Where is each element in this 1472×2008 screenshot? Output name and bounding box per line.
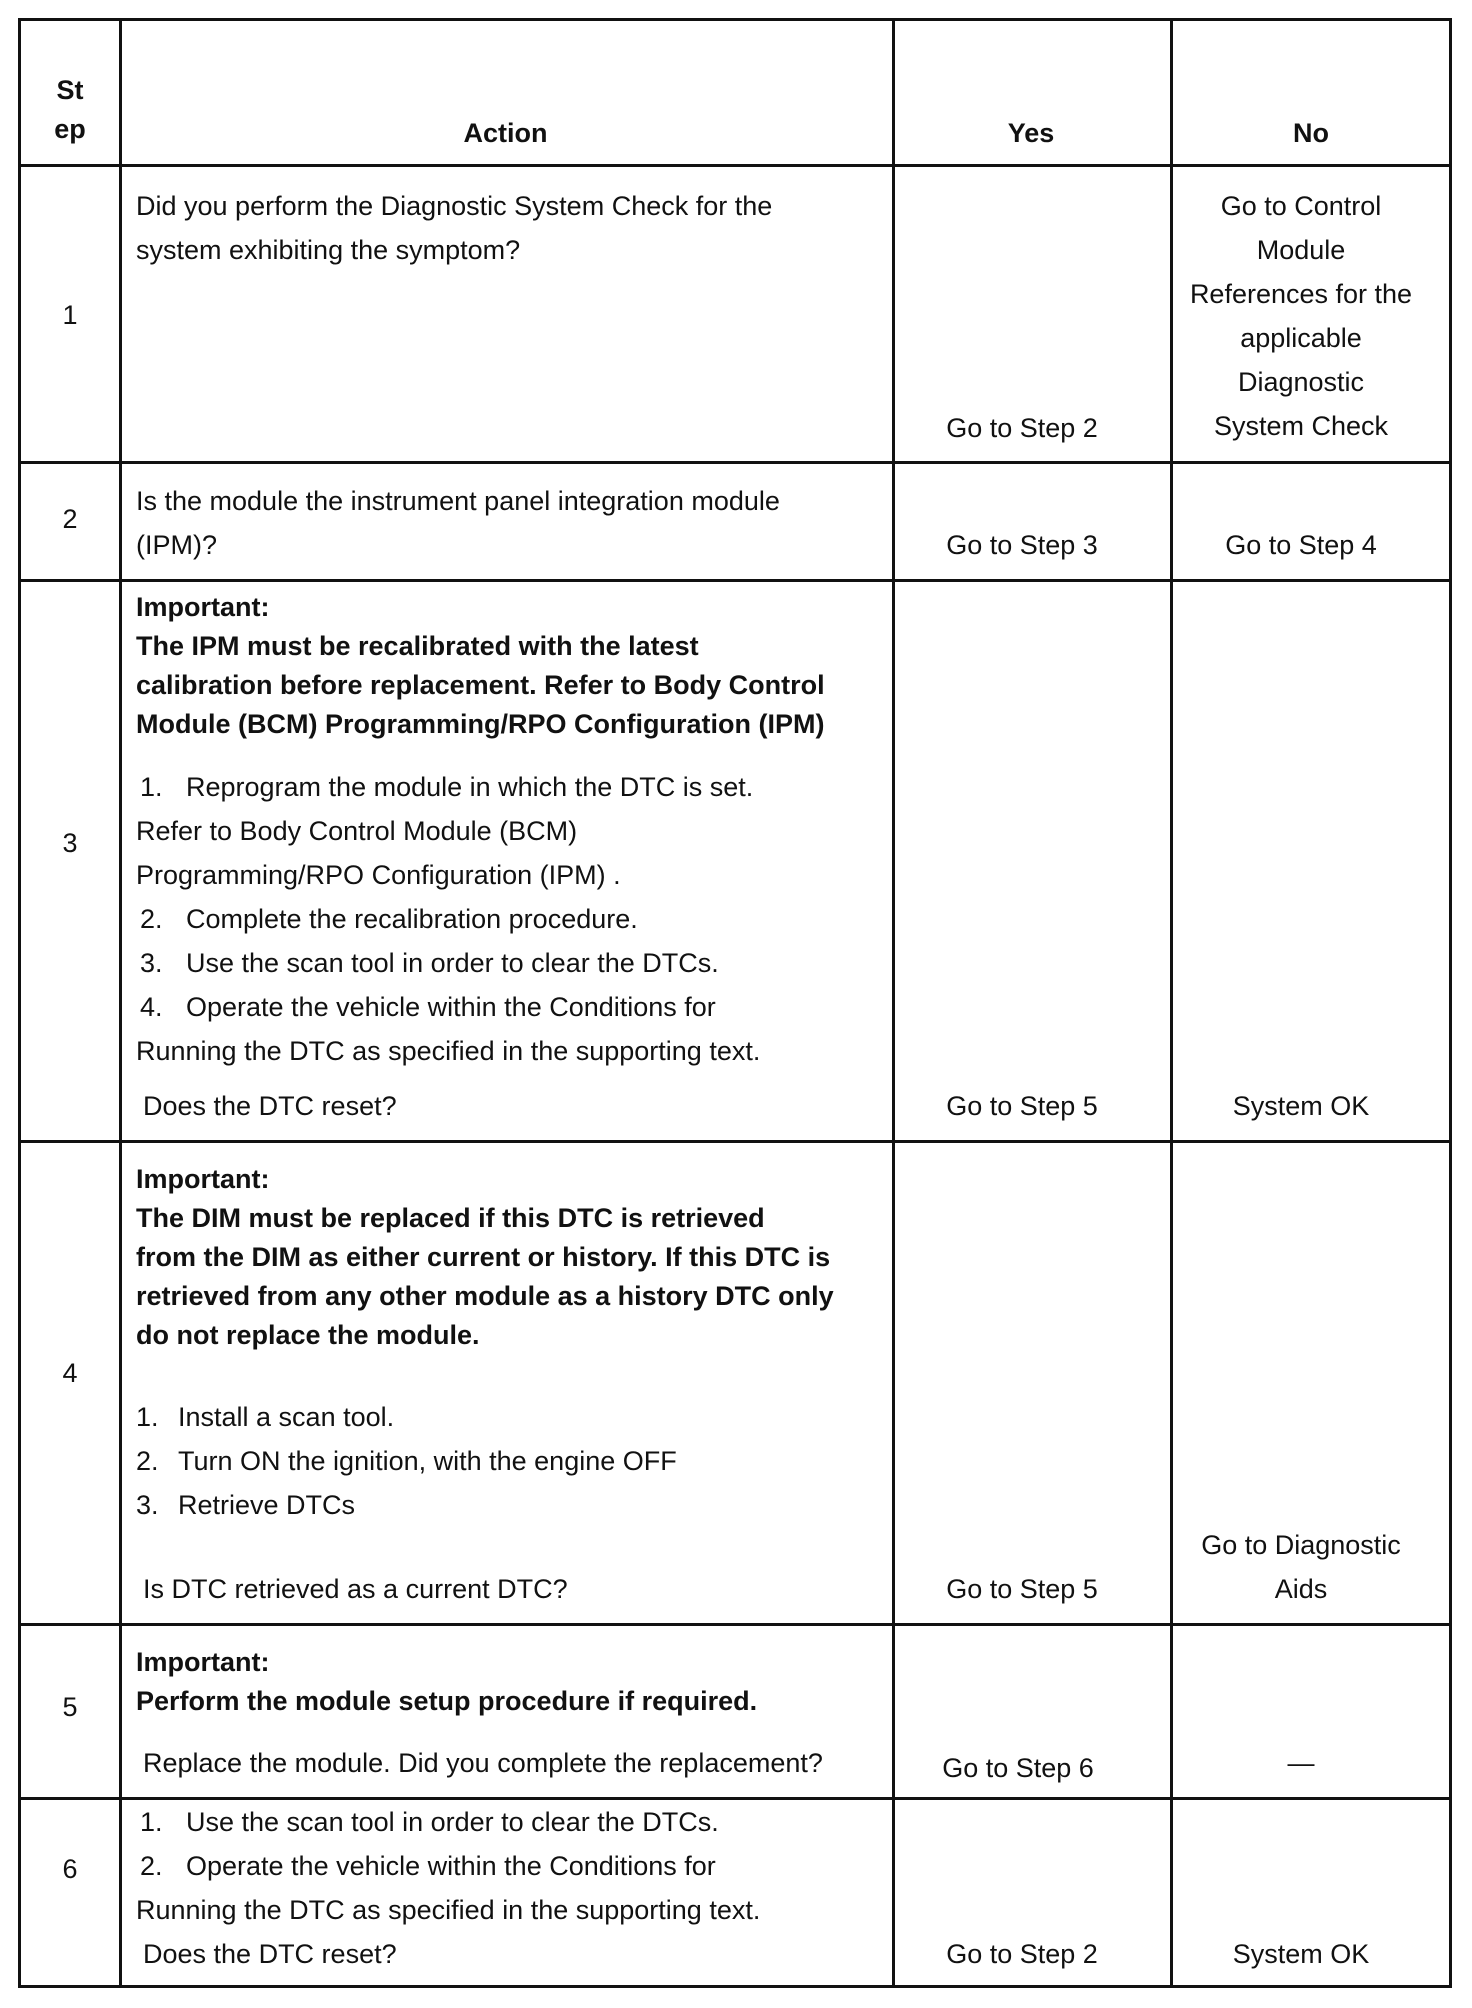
step-number: 3 — [62, 828, 78, 858]
row-divider — [21, 579, 1449, 582]
list-number: 1. — [140, 1807, 163, 1837]
no-line: Go to Control — [1220, 191, 1382, 221]
list-continuation: Running the DTC as specified in the supporting text. — [136, 1036, 761, 1066]
action-line: Is the module the instrument panel integration module — [136, 486, 780, 516]
no-result: — — [1287, 1748, 1315, 1778]
diagnostic-table — [18, 18, 1452, 1988]
row-divider — [21, 1623, 1449, 1626]
step-number: 6 — [62, 1854, 78, 1884]
list-continuation: Refer to Body Control Module (BCM) — [136, 816, 578, 846]
list-number: 1. — [136, 1402, 159, 1432]
no-result: Go to Step 4 — [1225, 530, 1377, 560]
list-continuation: Running the DTC as specified in the supporting text. — [136, 1895, 761, 1925]
list-item — [136, 985, 760, 1029]
action-line: Did you perform the Diagnostic System Check for the — [136, 191, 773, 221]
list-number: 3. — [140, 948, 163, 978]
list-number: 2. — [136, 1446, 159, 1476]
list-item — [136, 1439, 677, 1483]
header-no: No — [1293, 118, 1329, 148]
important-note — [136, 1643, 757, 1721]
yes-result: Go to Step 2 — [946, 413, 1098, 443]
list-item — [136, 1800, 760, 1844]
question-text: Does the DTC reset? — [143, 1091, 397, 1121]
important-line: from the DIM as either current or history. If this DTC is — [136, 1242, 831, 1272]
important-line: do not replace the module. — [136, 1320, 480, 1350]
important-line: The IPM must be recalibrated with the latest — [136, 631, 699, 661]
list-text: Operate the vehicle within the Conditions for — [186, 992, 716, 1022]
yes-result: Go to Step 5 — [946, 1091, 1098, 1121]
important-line: Module (BCM) Programming/RPO Configuration (IPM) — [136, 709, 825, 739]
list-text: Use the scan tool in order to clear the DTCs. — [186, 1807, 719, 1837]
action-text — [136, 479, 780, 567]
row-divider — [21, 1140, 1449, 1143]
column-divider — [119, 21, 122, 1985]
list-text: Complete the recalibration procedure. — [186, 904, 638, 934]
important-label: Important: — [136, 592, 270, 622]
column-divider — [892, 21, 895, 1985]
header-step-line2: ep — [54, 114, 86, 144]
list-item — [136, 765, 760, 809]
important-line: The DIM must be replaced if this DTC is retrieved — [136, 1203, 765, 1233]
no-result — [1170, 184, 1432, 448]
header-step-line1: St — [56, 75, 84, 105]
step-number: 4 — [62, 1358, 78, 1388]
action-line: system exhibiting the symptom? — [136, 235, 521, 265]
list-text: Retrieve DTCs — [178, 1490, 356, 1520]
step-number: 2 — [62, 504, 78, 534]
no-line: Go to Diagnostic — [1201, 1530, 1401, 1560]
important-note — [136, 1160, 834, 1355]
question-text: Is DTC retrieved as a current DTC? — [143, 1574, 568, 1604]
list-text: Install a scan tool. — [178, 1402, 395, 1432]
no-result: System OK — [1232, 1939, 1370, 1969]
no-line: Diagnostic — [1237, 367, 1365, 397]
procedure-list — [136, 1800, 760, 1932]
list-text: Reprogram the module in which the DTC is set. — [186, 772, 754, 802]
header-step — [21, 71, 119, 149]
no-result — [1170, 1523, 1432, 1611]
list-item — [136, 1483, 677, 1527]
important-label: Important: — [136, 1164, 270, 1194]
yes-result: Go to Step 3 — [946, 530, 1098, 560]
list-number: 3. — [136, 1490, 159, 1520]
yes-result: Go to Step 5 — [946, 1574, 1098, 1604]
row-divider — [21, 164, 1449, 167]
list-text: Use the scan tool in order to clear the DTCs. — [186, 948, 719, 978]
list-item — [136, 1844, 760, 1888]
header-action: Action — [463, 118, 548, 148]
row-divider — [21, 461, 1449, 464]
no-line: References for the — [1189, 279, 1413, 309]
action-line: (IPM)? — [136, 530, 217, 560]
step-number: 1 — [62, 300, 78, 330]
important-note — [136, 588, 825, 744]
list-continuation: Programming/RPO Configuration (IPM) . — [136, 860, 621, 890]
important-line: calibration before replacement. Refer to Body Control — [136, 670, 825, 700]
no-result: System OK — [1232, 1091, 1370, 1121]
list-text: Turn ON the ignition, with the engine OFF — [178, 1446, 677, 1476]
procedure-list — [136, 765, 760, 1073]
yes-result: Go to Step 2 — [946, 1939, 1098, 1969]
important-line: Perform the module setup procedure if required. — [136, 1686, 758, 1716]
list-item — [136, 941, 760, 985]
yes-result: Go to Step 6 — [942, 1753, 1094, 1783]
header-yes: Yes — [1007, 118, 1055, 148]
procedure-list — [136, 1395, 677, 1527]
list-number: 1. — [140, 772, 163, 802]
list-number: 4. — [140, 992, 163, 1022]
list-number: 2. — [140, 1851, 163, 1881]
important-line: retrieved from any other module as a history DTC only — [136, 1281, 834, 1311]
list-number: 2. — [140, 904, 163, 934]
question-text: Does the DTC reset? — [143, 1939, 397, 1969]
step-number: 5 — [62, 1692, 78, 1722]
question-text: Replace the module. Did you complete the replacement? — [143, 1748, 823, 1778]
action-text — [136, 184, 772, 272]
list-item — [136, 1395, 677, 1439]
list-item — [136, 897, 760, 941]
no-line: System Check — [1213, 411, 1389, 441]
important-label: Important: — [136, 1647, 270, 1677]
no-line: Aids — [1274, 1574, 1328, 1604]
no-line: applicable — [1240, 323, 1362, 353]
list-text: Operate the vehicle within the Conditions for — [186, 1851, 716, 1881]
no-line: Module — [1256, 235, 1346, 265]
